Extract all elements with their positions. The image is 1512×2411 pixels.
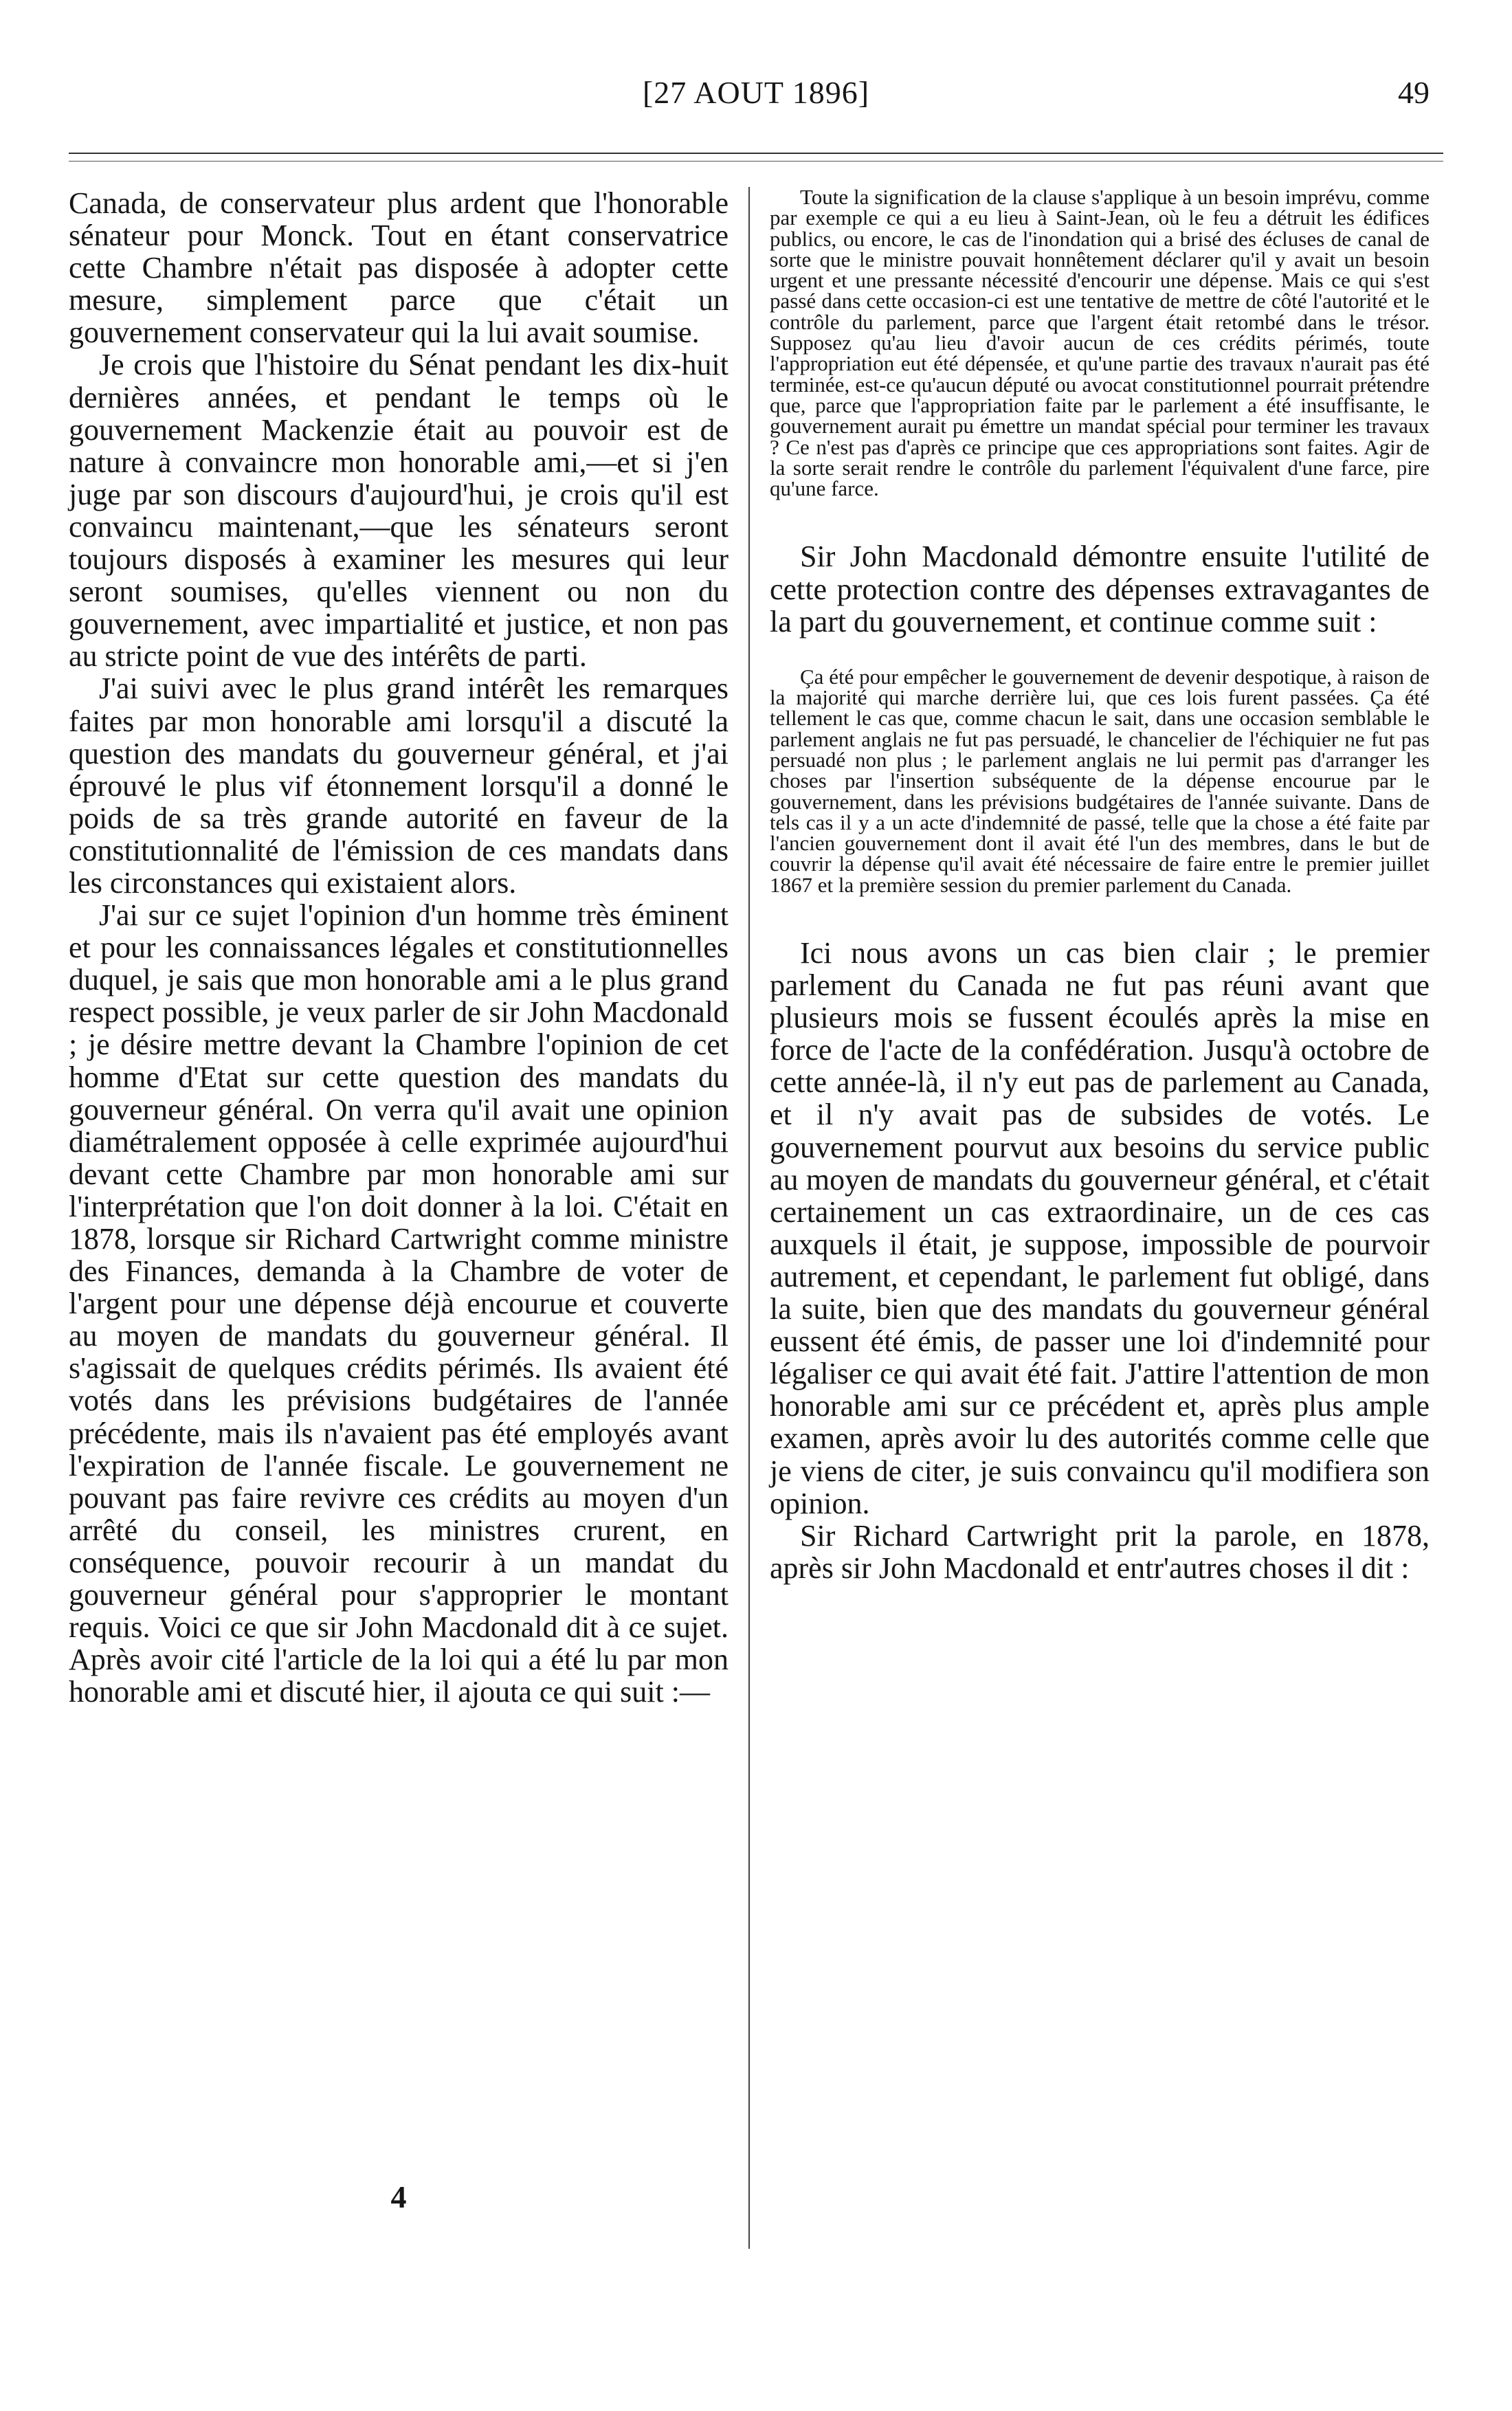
block-quote: Ça été pour empêcher le gouvernement de devenir despotique, à raison de la majorité qui marche derrière lui, que ces lois furent passées. Ça été tellement le cas que, comme chacun le sait, dans une occasion semblable le parlement anglais ne fut pas persuadé, le chancelier de l'échiquier ne fut pas persuadé non plus ; le parlement anglais ne lui permit pas d'arranger les choses par l'insertion subséquente de la dépense encourue par le gouvernement, dans les prévisions budgétaires de l'année suivante. Dans de tels cas il y a un acte d'indemnité de passé, telle que la chose a été faite par l'ancien gouvernement dont il avait été l'un des membres, dans le but de couvrir la dépense qu'il avait été nécessaire de faire entre le premier juillet 1867 et la première session du premier parlement du Canada. xyxy=(770,664,1430,897)
paragraph: Sir Richard Cartwright prit la parole, en 1878, après sir John Macdonald et entr'autres choses il dit : xyxy=(770,1518,1430,1585)
right-column xyxy=(770,187,1430,1584)
paragraph: Canada, de conservateur plus ardent que l'honorable sénateur pour Monck. Tout en étant conservatrice cette Chambre n'était pas disposée à adopter cette mesure, simplement parce que c'était un gouvernement conservateur qui la lui avait soumise. xyxy=(69,186,729,350)
paragraph: Je crois que l'histoire du Sénat pendant les dix-huit dernières années, et pendant le temps où le gouvernement Mackenzie était au pouvoir est de nature à convaincre mon honorable ami,—et si j'en juge par son discours d'aujourd'hui, je crois qu'il est convaincu maintenant,—que les sénateurs seront toujours disposés à examiner les mesures qui leur seront soumises, qu'elles viennent ou non du gouvernement, avec impartialité et justice, et non pas au stricte point de vue des intérêts de parti. xyxy=(69,348,729,674)
paragraph: J'ai sur ce sujet l'opinion d'un homme très éminent et pour les connaissances légales et constitutionnelles duquel, je sais que mon honorable ami a le plus grand respect possible, je veux parler de sir John Macdonald ; je désire mettre devant la Chambre l'opinion de cet homme d'Etat sur cette question des mandats du gouverneur général. On verra qu'il avait une opinion diamétralement opposée à celle exprimée aujourd'hui devant cette Chambre par mon honorable ami sur l'interprétation que l'on doit donner à la loi. C'était en 1878, lorsque sir Richard Cartwright comme ministre des Finances, demanda à la Chambre de voter de l'argent pour une dépense déjà encourue et couverte au moyen de mandats du gouverneur général. Il s'agissait de quelques crédits périmés. Ils avaient été votés dans les prévisions budgétaires de l'année précédente, mais ils n'avaient pas été employés avant l'expiration de l'année fiscale. Le gouvernement ne pouvant pas faire revivre ces crédits au moyen d'un arrêté du conseil, les ministres crurent, en conséquence, pouvoir recourir à un mandat du gouverneur général pour s'approprier le montant requis. Voici ce que sir John Macdonald dit à ce sujet. Après avoir cité l'article de la loi qui a été lu par mon honorable ami et discuté hier, il ajouta ce qui suit :— xyxy=(69,898,729,1709)
paragraph: J'ai suivi avec le plus grand intérêt les remarques faites par mon honorable ami lorsqu'il a discuté la question des mandats du gouverneur général, et j'ai éprouvé le plus vif étonnement lorsqu'il a donné le poids de sa très grande autorité en faveur de la constitutionnalité de l'émission de ces mandats dans les circonstances qui existaient alors. xyxy=(69,671,729,900)
page-header xyxy=(69,74,1443,115)
paragraph: Sir John Macdonald démontre ensuite l'utilité de cette protection contre des dépenses extravagantes de la part du gouvernement, et continue comme suit : xyxy=(770,540,1430,638)
column-divider xyxy=(748,187,750,2249)
page-number: 49 xyxy=(1398,75,1430,110)
left-column xyxy=(69,187,729,1708)
header-date: [27 AOUT 1896] xyxy=(642,75,870,110)
header-rule-bottom xyxy=(69,161,1443,162)
signature-mark: 4 xyxy=(390,2179,407,2214)
block-quote: Toute la signification de la clause s'applique à un besoin imprévu, comme par exemple ce qui a eu lieu à Saint-Jean, où le feu a détruit les édifices publics, ou encore, le cas de l'inondation qui a brisé des écluses de canal de sorte que le ministre pouvait honnêtement déclarer qu'il y avait un besoin urgent et une pressante nécessité d'encourir une dépense. Mais ce qui s'est passé dans cette occasion-ci est une tentative de mettre de côté l'autorité et le contrôle du parlement, parce que l'argent était retombé dans le trésor. Supposez qu'au lieu d'avoir aucun de ces crédits périmés, toute l'appropriation eut été dépensée, et qu'une partie des travaux n'aurait pas été terminée, est-ce qu'aucun député ou avocat constitutionnel pourrait prétendre que, parce que l'appropriation faite par le parlement a été insuffisante, le gouvernement aurait pu émettre un mandat spécial pour terminer les travaux ? Ce n'est pas d'après ce principe que ces appropriations sont faites. Agir de la sorte serait rendre le contrôle du parlement l'équivalent d'une farce, pire qu'une farce. xyxy=(770,185,1430,501)
paragraph: Ici nous avons un cas bien clair ; le premier parlement du Canada ne fut pas réuni avant que plusieurs mois se fussent écoulés après la mise en force de l'acte de la confédération. Jusqu'à octobre de cette année-là, il n'y eut pas de parlement au Canada, et il n'y avait pas de subsides de votés. Le gouvernement pourvut aux besoins du service public au moyen de mandats du gouverneur général, et c'était certainement un cas extraordinaire, un de ces cas auxquels il était, je suppose, impossible de pourvoir autrement, et cependant, le parlement fut obligé, dans la suite, bien que des mandats du gouverneur général eussent été émis, de passer une loi d'indemnité pour légaliser ce qui avait été fait. J'attire l'attention de mon honorable ami sur ce précédent et, après plus ample examen, après avoir lu des autorités comme celle que je viens de citer, je suis convaincu qu'il modifiera son opinion. xyxy=(770,936,1430,1520)
header-rule-top xyxy=(69,153,1443,154)
